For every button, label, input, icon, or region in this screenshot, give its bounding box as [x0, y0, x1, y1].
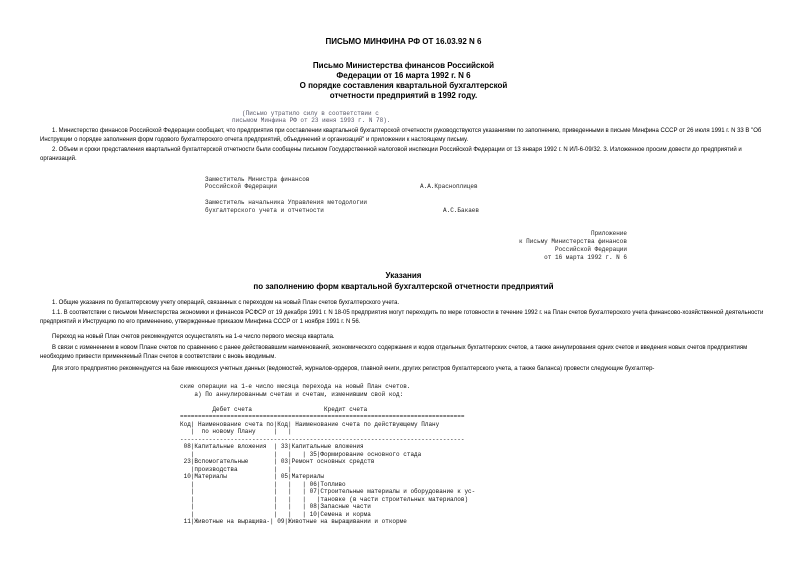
- doc-title-line-3: О порядке составления квартальной бухгалтерской: [299, 81, 508, 90]
- signature-2-name: А.С.Бакаев: [443, 207, 480, 214]
- accounts-table: ские операции на 1-е число месяца перехода на новый План счетов. а) По аннулированным счетам и счетам, изменившим свой код: Дебет счета Кредит счета =============================================================================== Код| Наименование счета по|Код| Наименование счета по действующему Плану | по новому Плану | | ------------------------------------------------------------------------------- 08|Капитальные вложения | 33|Капитальные вложения | | | | 35|Формирование основного стада 23|Вспомогательные | 03|Ремонт основных средств |производства | | 10|Материалы | 05|Материалы | | | | 06|Топливо | | | | 07|Строительные материалы и оборудование к ус- | | | | |тановке (в части строительных материалов) | | | | 08|Запасные части | | | | 10|Семена и корма 11|Животные на выращива-| 09|Животные на выращивании и откорме: [180, 383, 476, 525]
- appendix-line-4: от 16 марта 1992 г. N 6: [544, 254, 627, 261]
- guidance-paragraph-1: 1. Общие указания по бухгалтерскому учету операций, связанных с переходом на новый План счетов бухгалтерского учета.: [52, 300, 400, 306]
- appendix-line-2: к Письму Министерства финансов: [518, 238, 627, 245]
- signature-1-name: А.А.Красноплицев: [420, 183, 478, 190]
- signature-2-title-2: бухгалтерского учета и отчетности: [205, 207, 324, 214]
- doc-title-line-1: Письмо Министерства финансов Российской: [312, 61, 495, 70]
- signature-1-title-1: Заместитель Министра финансов: [205, 176, 310, 183]
- guidance-paragraph-4: В связи с изменением в новом Плане счетов по сравнению с ранее действовавшим наименований, экономического содержания и кодов отдельных бухгалтерских счетов, а также аннулирования одних счетов и введения новых счетов предприятиям необходимо привести применяемый План счетов в соответствии с вновь вводимым.: [40, 345, 748, 360]
- doc-title-line-2: Федерации от 16 марта 1992 г. N 6: [336, 71, 471, 80]
- header-title: ПИСЬМО МИНФИНА РФ ОТ 16.03.92 N 6: [325, 37, 482, 46]
- guidance-paragraph-3: Переход на новый План счетов рекомендуется осуществлять на 1-е число первого месяца квартала.: [52, 334, 335, 340]
- paragraph-2: 2. Объем и сроки представления квартальной бухгалтерской отчетности были сообщены письмом Государственной налоговой инспекции Российской Федерации от 13 января 1992 г. N ИЛ-6-09/32. 3. Изложенное просим довести до предприятий и организаций.: [40, 147, 742, 162]
- validity-note-line-2[interactable]: письмом Минфина РФ от 23 июня 1993 г. N 78).: [232, 117, 391, 124]
- appendix-line-1: Приложение: [590, 230, 627, 237]
- appendix-line-3: Российской Федерации: [554, 246, 627, 253]
- paragraph-1: 1. Министерство финансов Российской Федерации сообщает, что предприятия при составлении квартальной бухгалтерской отчетности руководствуются указаниями по заполнению, приведенными в письме Минфина СССР от 26 июля 1991 г. N 33 В "Об Инструкции о порядке заполнения форм годового бухгалтерского отчета предприятий, объединений и организаций" и приложении к настоящему письму.: [40, 128, 762, 143]
- validity-note-line-1[interactable]: (Письмо утратило силу в соответствии с: [242, 110, 379, 117]
- guidance-title: Указания: [385, 271, 422, 280]
- guidance-subtitle: по заполнению форм квартальной бухгалтерской отчетности предприятий: [253, 282, 554, 291]
- signature-2-title-1: Заместитель начальника Управления методологии: [205, 199, 368, 206]
- guidance-paragraph-5: Для этого предприятию рекомендуется на базе имеющихся учетных данных (ведомостей, журналов-ордеров, главной книги, других регистров бухгалтерского учета, а также баланса) провести следующие бухгалтер-: [52, 366, 655, 372]
- doc-title-line-4: отчетности предприятий в 1992 году.: [329, 91, 478, 100]
- signature-1-title-2: Российской Федерации: [205, 183, 278, 190]
- guidance-paragraph-2: 1.1. В соответствии с письмом Министерства экономики и финансов РСФСР от 19 декабря 1991 г. N 18-05 предприятия могут переходить по мере готовности в течение 1992 г. на План счетов бухгалтерского учета финансово-хозяйственной деятельности предприятий и Инструкцию по его применению, утвержденные приказом Минфина СССР от 1 ноября 1991 г. N 56.: [40, 310, 764, 325]
